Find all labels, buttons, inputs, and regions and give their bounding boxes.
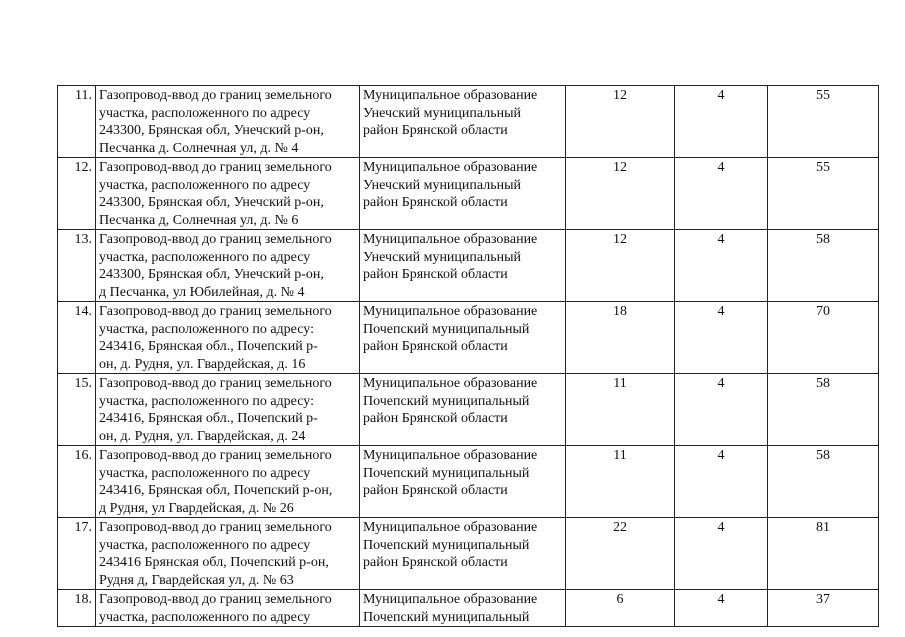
owner-line: Муниципальное образование <box>363 376 538 391</box>
row-number-cell: 13. <box>58 230 96 302</box>
object-description-line: Газопровод-ввод до границ земельного <box>99 376 332 391</box>
object-description-cell <box>96 590 360 627</box>
value-cell-1: 22 <box>566 518 675 590</box>
value-cell-2: 4 <box>675 302 768 374</box>
owner-line: район Брянской области <box>363 555 508 570</box>
value-cell-2: 4 <box>675 158 768 230</box>
value-cell-3: 81 <box>768 518 879 590</box>
object-description-line: 243300, Брянская обл, Унечский р-он, <box>99 267 324 282</box>
value-cell-1: 11 <box>566 374 675 446</box>
value-cell-3: 58 <box>768 446 879 518</box>
owner-line: Унечский муниципальный <box>363 249 521 265</box>
owner-cell <box>360 86 566 158</box>
value-cell-3: 58 <box>768 374 879 446</box>
object-description-line: Газопровод-ввод до границ земельного <box>99 88 332 103</box>
object-description-line: Песчанка д, Солнечная ул, д. № 6 <box>99 212 299 228</box>
table-row <box>58 518 879 590</box>
table-row <box>58 230 879 302</box>
table-row <box>58 446 879 518</box>
object-description-line: участка, расположенного по адресу: <box>99 393 314 409</box>
table-row <box>58 302 879 374</box>
object-description-line: 243300, Брянская обл, Унечский р-он, <box>99 123 324 138</box>
value-cell-1: 6 <box>566 590 675 627</box>
owner-line: Почепский муниципальный <box>363 537 530 553</box>
object-description-line: 243300, Брянская обл, Унечский р-он, <box>99 195 324 210</box>
value-cell-1: 12 <box>566 230 675 302</box>
owner-line: район Брянской области <box>363 339 508 354</box>
owner-line: Муниципальное образование <box>363 88 538 103</box>
object-description-line: д Рудня, ул Гвардейская, д. № 26 <box>99 500 294 516</box>
object-description-line: участка, расположенного по адресу <box>99 465 311 481</box>
row-number-cell: 17. <box>58 518 96 590</box>
owner-line: Муниципальное образование <box>363 232 538 247</box>
owner-line: Унечский муниципальный <box>363 177 521 193</box>
row-number-cell: 16. <box>58 446 96 518</box>
table-body <box>58 86 879 627</box>
object-description-line: Газопровод-ввод до границ земельного <box>99 592 332 607</box>
owner-cell <box>360 158 566 230</box>
object-description-line: Газопровод-ввод до границ земельного <box>99 520 332 535</box>
object-description-line: Газопровод-ввод до границ земельного <box>99 304 332 319</box>
object-description-line: Рудня д, Гвардейская ул, д. № 63 <box>99 572 294 588</box>
owner-line: Муниципальное образование <box>363 304 538 319</box>
value-cell-2: 4 <box>675 86 768 158</box>
gas-pipeline-table <box>57 85 879 627</box>
owner-line: Муниципальное образование <box>363 592 538 607</box>
value-cell-3: 55 <box>768 158 879 230</box>
object-description-cell <box>96 446 360 518</box>
object-description-line: Песчанка д. Солнечная ул, д. № 4 <box>99 140 299 156</box>
owner-line: район Брянской области <box>363 123 508 138</box>
value-cell-1: 12 <box>566 158 675 230</box>
object-description-line: 243416, Брянская обл., Почепский р- <box>99 411 318 426</box>
object-description-line: участка, расположенного по адресу <box>99 105 311 121</box>
owner-line: Почепский муниципальный <box>363 393 530 409</box>
object-description-line: участка, расположенного по адресу <box>99 177 311 193</box>
owner-cell <box>360 446 566 518</box>
object-description-line: он, д. Рудня, ул. Гвардейская, д. 24 <box>99 428 306 444</box>
table-row <box>58 374 879 446</box>
value-cell-2: 4 <box>675 446 768 518</box>
table-row <box>58 158 879 230</box>
owner-line: район Брянской области <box>363 195 508 210</box>
owner-line: Муниципальное образование <box>363 520 538 535</box>
value-cell-3: 70 <box>768 302 879 374</box>
row-number-cell: 15. <box>58 374 96 446</box>
value-cell-2: 4 <box>675 230 768 302</box>
owner-line: Муниципальное образование <box>363 160 538 175</box>
value-cell-1: 12 <box>566 86 675 158</box>
owner-line: Почепский муниципальный <box>363 609 530 625</box>
object-description-line: Газопровод-ввод до границ земельного <box>99 232 332 247</box>
object-description-line: он, д. Рудня, ул. Гвардейская, д. 16 <box>99 356 306 372</box>
owner-cell <box>360 518 566 590</box>
owner-cell <box>360 230 566 302</box>
object-description-cell <box>96 230 360 302</box>
value-cell-2: 4 <box>675 518 768 590</box>
value-cell-3: 37 <box>768 590 879 627</box>
owner-line: Унечский муниципальный <box>363 105 521 121</box>
value-cell-3: 58 <box>768 230 879 302</box>
value-cell-3: 55 <box>768 86 879 158</box>
object-description-line: 243416 Брянская обл, Почепский р-он, <box>99 555 329 570</box>
row-number-cell: 11. <box>58 86 96 158</box>
value-cell-1: 11 <box>566 446 675 518</box>
object-description-line: Газопровод-ввод до границ земельного <box>99 160 332 175</box>
object-description-cell <box>96 86 360 158</box>
owner-line: Муниципальное образование <box>363 448 538 463</box>
object-description-line: участка, расположенного по адресу <box>99 537 311 553</box>
object-description-line: 243416, Брянская обл, Почепский р-он, <box>99 483 333 498</box>
object-description-line: 243416, Брянская обл., Почепский р- <box>99 339 318 354</box>
owner-line: Почепский муниципальный <box>363 321 530 337</box>
value-cell-2: 4 <box>675 590 768 627</box>
object-description-line: Газопровод-ввод до границ земельного <box>99 448 332 463</box>
owner-line: район Брянской области <box>363 411 508 426</box>
object-description-line: участка, расположенного по адресу <box>99 609 311 625</box>
table-row <box>58 590 879 627</box>
owner-cell <box>360 302 566 374</box>
object-description-cell <box>96 302 360 374</box>
row-number-cell: 12. <box>58 158 96 230</box>
owner-line: район Брянской области <box>363 267 508 282</box>
owner-cell <box>360 374 566 446</box>
object-description-cell <box>96 518 360 590</box>
owner-line: район Брянской области <box>363 483 508 498</box>
value-cell-1: 18 <box>566 302 675 374</box>
row-number-cell: 14. <box>58 302 96 374</box>
owner-line: Почепский муниципальный <box>363 465 530 481</box>
row-number-cell: 18. <box>58 590 96 627</box>
object-description-cell <box>96 374 360 446</box>
table-row <box>58 86 879 158</box>
object-description-cell <box>96 158 360 230</box>
object-description-line: д Песчанка, ул Юбилейная, д. № 4 <box>99 284 305 300</box>
object-description-line: участка, расположенного по адресу <box>99 249 311 265</box>
value-cell-2: 4 <box>675 374 768 446</box>
object-description-line: участка, расположенного по адресу: <box>99 321 314 337</box>
owner-cell <box>360 590 566 627</box>
